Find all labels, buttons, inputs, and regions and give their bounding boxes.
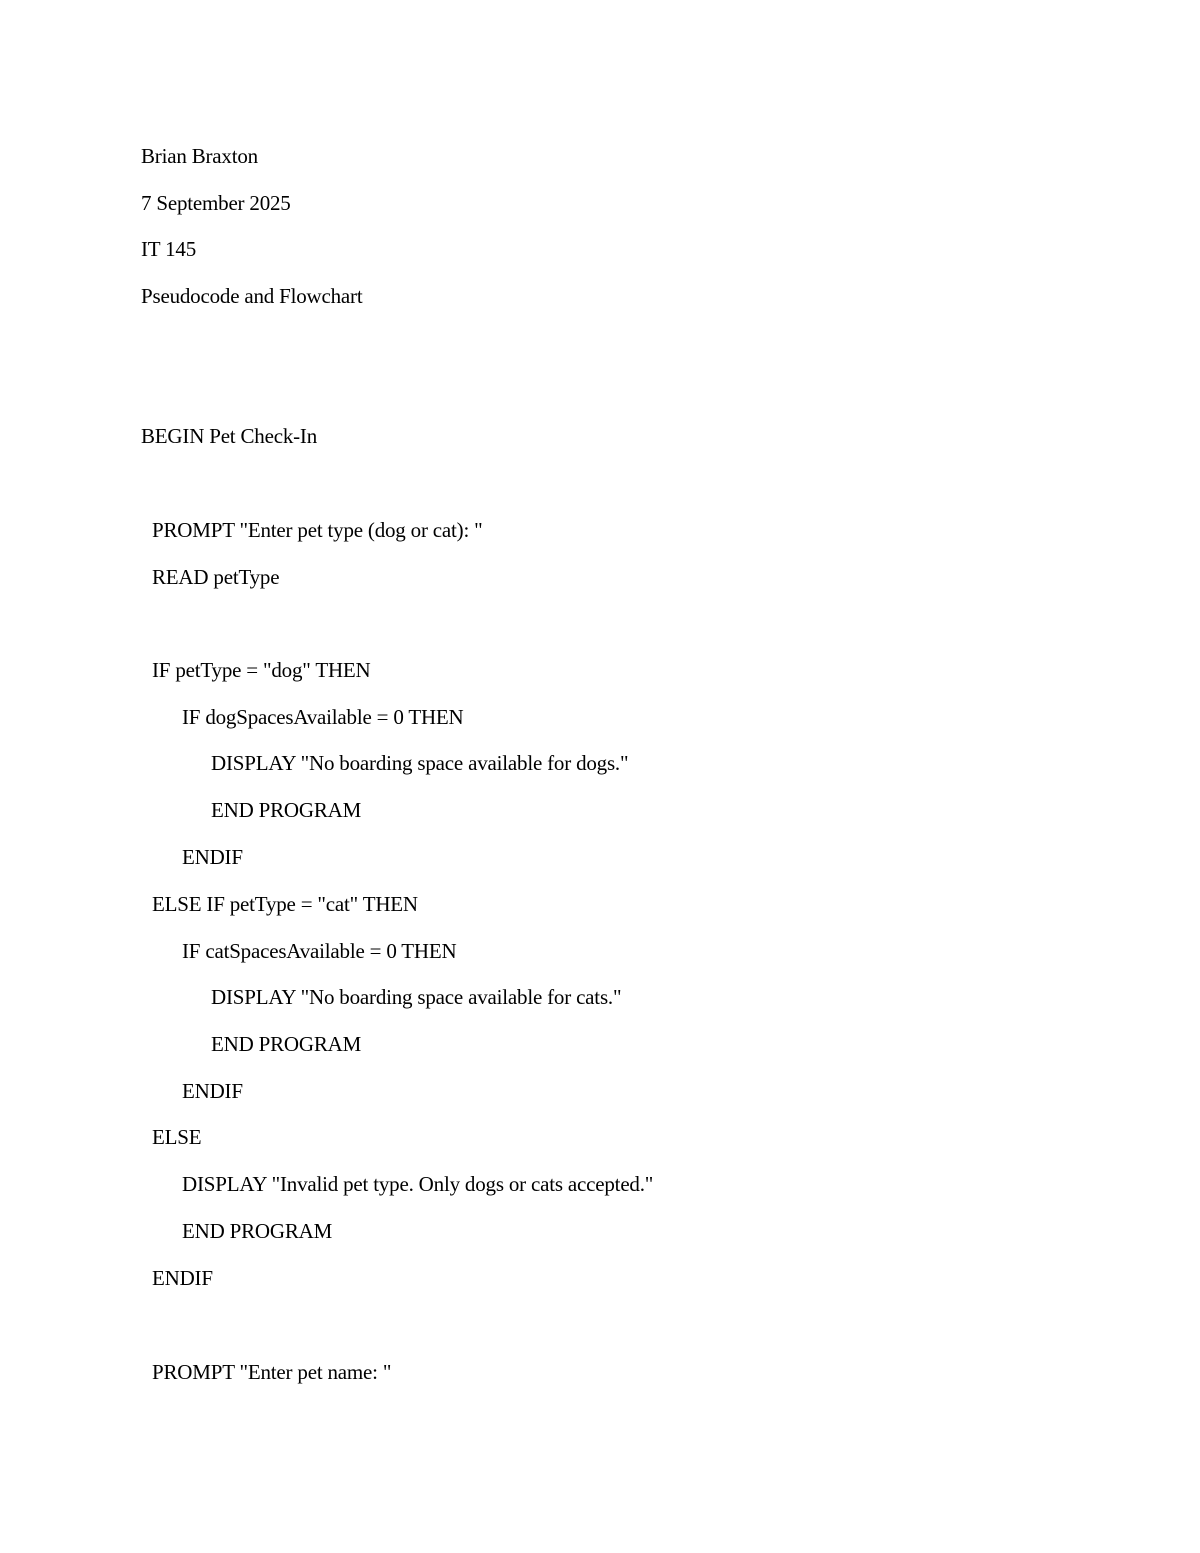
code-line: DISPLAY "Invalid pet type. Only dogs or cats accepted." bbox=[182, 1172, 654, 1196]
code-line: PROMPT "Enter pet name: " bbox=[152, 1360, 392, 1384]
code-line: IF dogSpacesAvailable = 0 THEN bbox=[182, 705, 464, 729]
code-line: READ petType bbox=[152, 565, 280, 589]
code-line: ELSE bbox=[152, 1125, 202, 1149]
code-line: ENDIF bbox=[182, 1079, 243, 1103]
code-line: ELSE IF petType = "cat" THEN bbox=[152, 892, 418, 916]
code-line: END PROGRAM bbox=[182, 1219, 333, 1243]
code-line: ENDIF bbox=[152, 1266, 213, 1290]
code-line: BEGIN Pet Check-In bbox=[141, 424, 318, 448]
code-line: DISPLAY "No boarding space available for dogs." bbox=[211, 751, 629, 775]
code-line: END PROGRAM bbox=[211, 1032, 362, 1056]
code-line: PROMPT "Enter pet type (dog or cat): " bbox=[152, 518, 483, 542]
code-line: DISPLAY "No boarding space available for cats." bbox=[211, 985, 622, 1009]
code-line: IF catSpacesAvailable = 0 THEN bbox=[182, 939, 457, 963]
code-line: IF petType = "dog" THEN bbox=[152, 658, 371, 682]
author-name: Brian Braxton bbox=[141, 144, 258, 168]
code-line: ENDIF bbox=[182, 845, 243, 869]
code-line: END PROGRAM bbox=[211, 798, 362, 822]
assignment-title: Pseudocode and Flowchart bbox=[141, 284, 363, 308]
course-code: IT 145 bbox=[141, 237, 196, 261]
document-date: 7 September 2025 bbox=[141, 191, 291, 215]
